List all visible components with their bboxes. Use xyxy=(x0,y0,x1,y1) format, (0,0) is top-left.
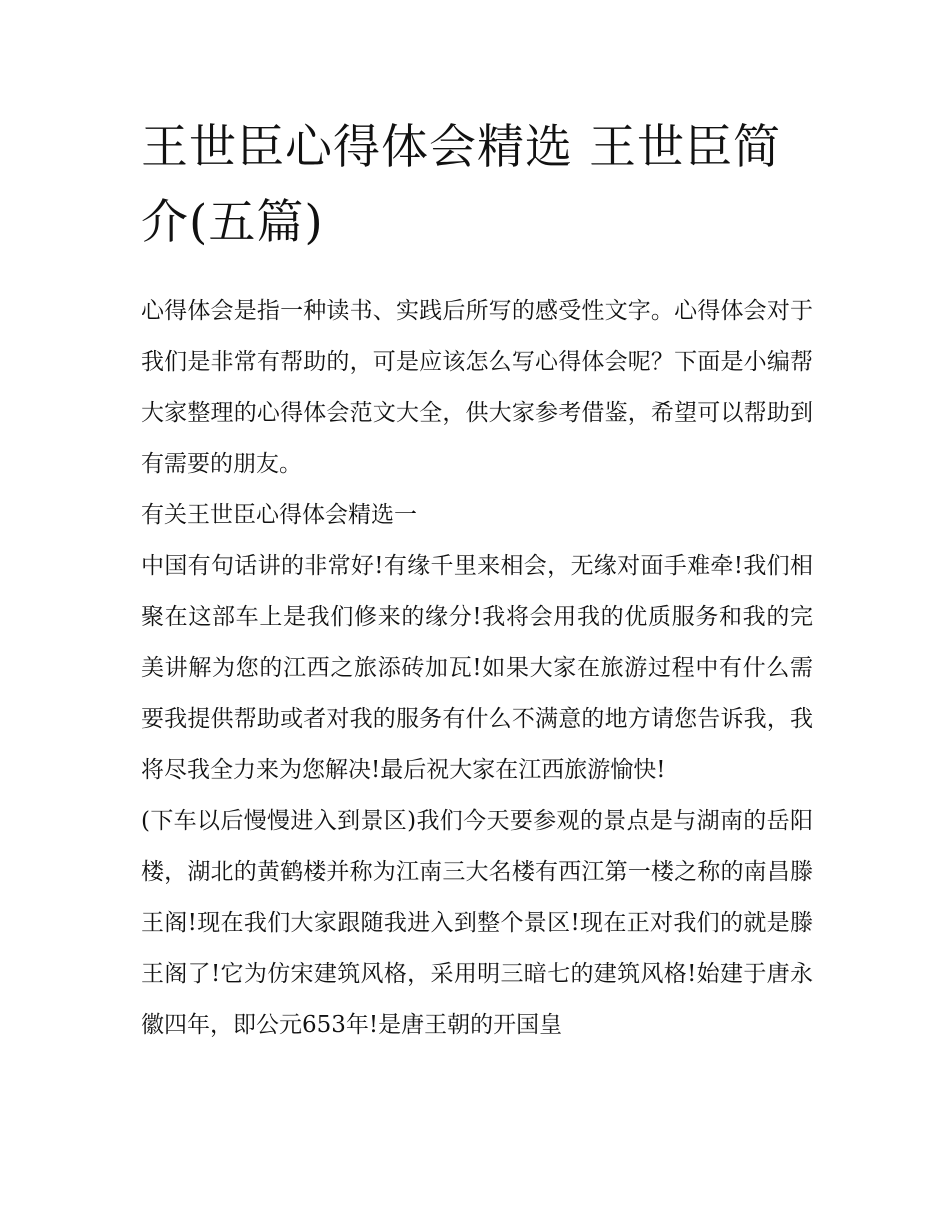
document-page xyxy=(141,110,813,1051)
intro-paragraph: 心得体会是指一种读书、实践后所写的感受性文字。心得体会对于我们是非常有帮助的，可是应该怎么写心得体会呢？下面是小编帮大家整理的心得体会范文大全，供大家参考借鉴，希望可以帮助到有需要的朋友。 xyxy=(141,298,813,477)
section-heading: 有关王世臣心得体会精选一 xyxy=(141,502,417,528)
body-paragraph: 中国有句话讲的非常好!有缘千里来相会，无缘对面手难牵!我们相聚在这部车上是我们修来的缘分!我将会用我的优质服务和我的完美讲解为您的江西之旅添砖加瓦!如果大家在旅游过程中有什么需要我提供帮助或者对我的服务有什么不满意的地方请您告诉我，我将尽我全力来为您解决!最后祝大家在江西旅游愉快! xyxy=(141,553,813,783)
document-title: 王世臣心得体会精选 王世臣简介(五篇) xyxy=(141,120,781,250)
body-paragraph: (下车以后慢慢进入到景区)我们今天要参观的景点是与湖南的岳阳楼，湖北的黄鹤楼并称为江南三大名楼有西江第一楼之称的南昌滕王阁!现在我们大家跟随我进入到整个景区!现在正对我们的就是滕王阁了!它为仿宋建筑风格，采用明三暗七的建筑风格!始建于唐永徽四年，即公元653年!是唐王朝的开国皇 xyxy=(141,808,813,1038)
